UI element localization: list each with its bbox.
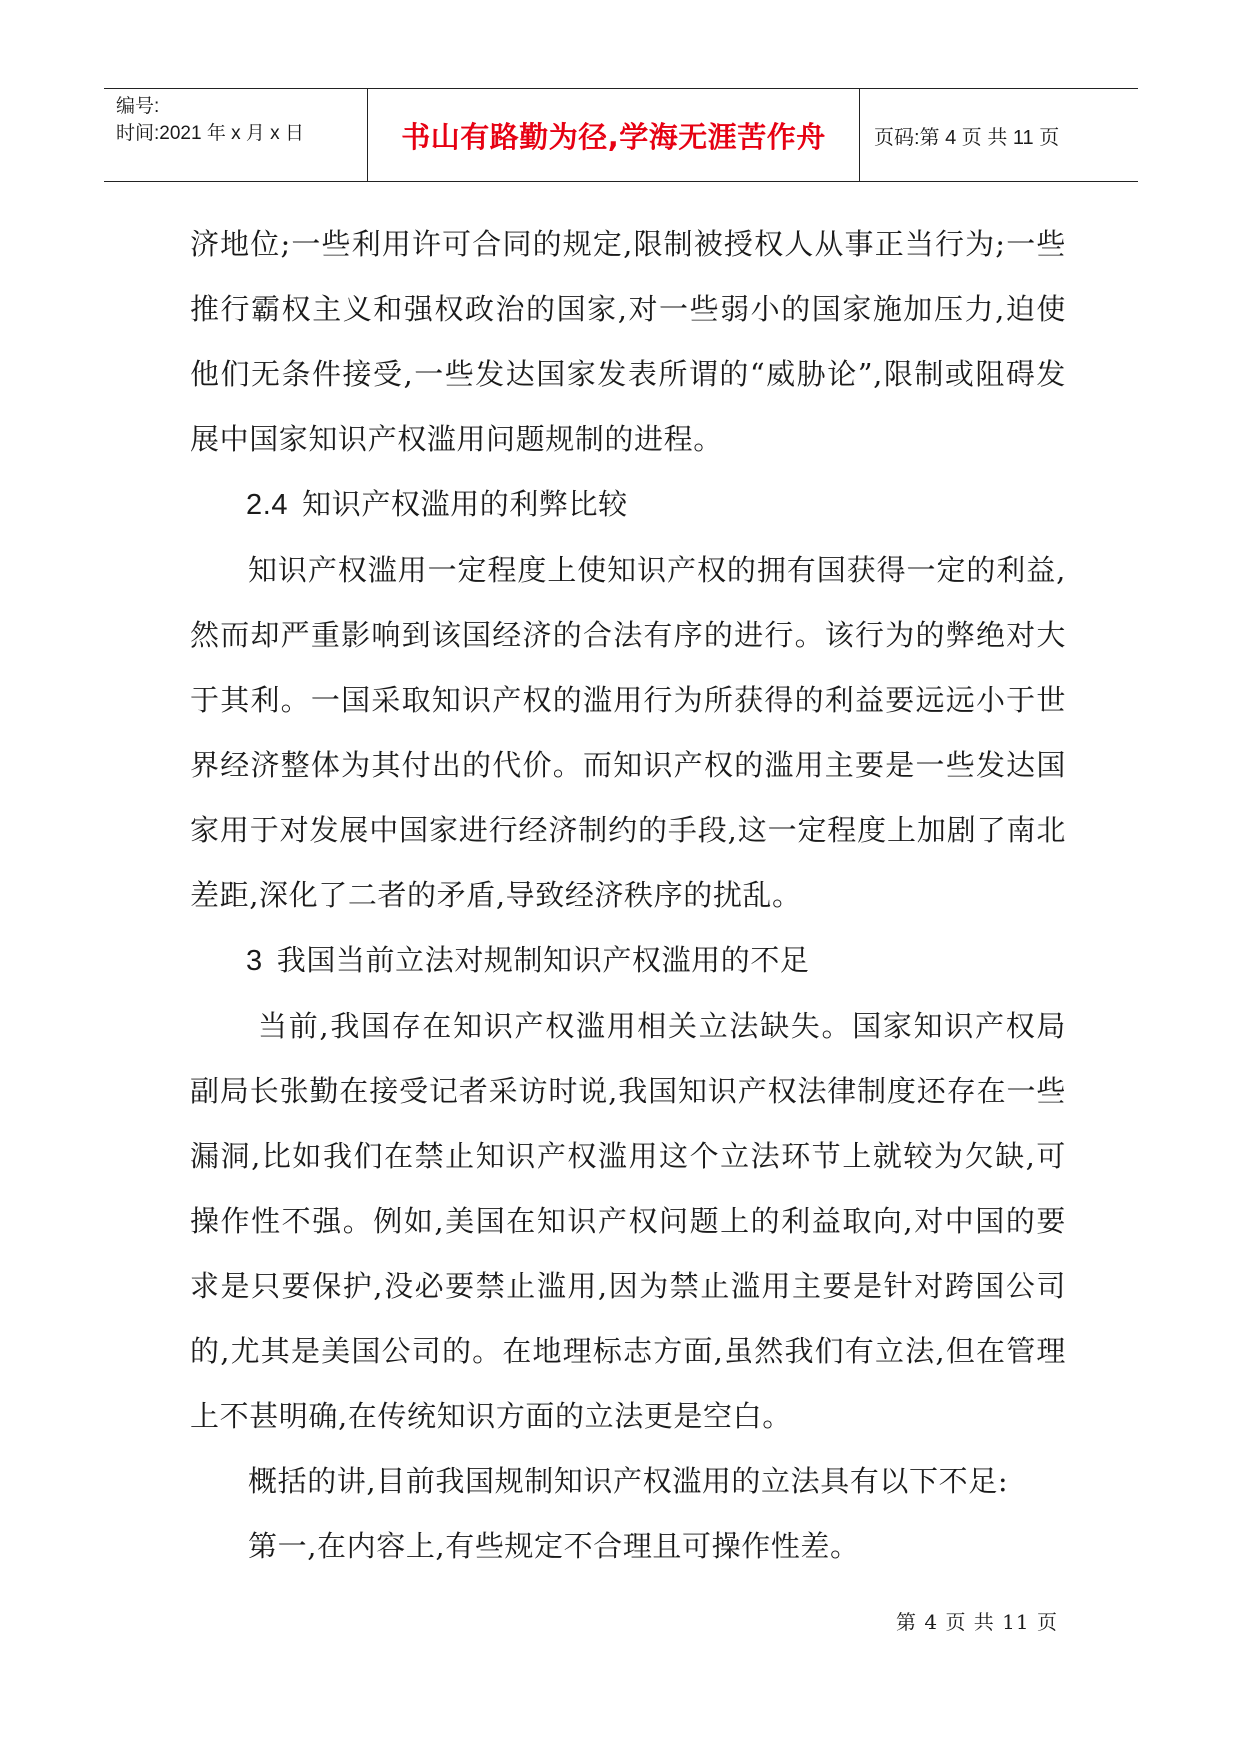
paragraph-pros-cons: 知识产权滥用一定程度上使知识产权的拥有国获得一定的利益,然而却严重影响到该国经济的合法有序的进行。该行为的弊绝对大于其利。一国采取知识产权的滥用行为所获得的利益要远远小于世界经济整体为其付出的代价。而知识产权的滥用主要是一些发达国家用于对发展中国家进行经济制约的手段,这一定程度上加剧了南北差距,深化了二者的矛盾,导致经济秩序的扰乱。 <box>190 553 1066 912</box>
document-date: 时间:2021 年 x 月 x 日 <box>116 123 304 144</box>
header-meta <box>104 89 368 181</box>
page-footer: 第 4 页 共 11 页 <box>896 1610 1058 1634</box>
section-title: 知识产权滥用的利弊比较 <box>302 487 628 521</box>
page-header <box>104 88 1138 182</box>
section-title: 我国当前立法对规制知识产权滥用的不足 <box>276 943 810 977</box>
section-heading-3 <box>190 928 1066 994</box>
section-number: 3 <box>246 945 263 977</box>
document-body <box>190 212 1066 1579</box>
section-number: 2.4 <box>246 489 289 521</box>
paragraph-summary: 概括的讲,目前我国规制知识产权滥用的立法具有以下不足: <box>248 1464 1009 1498</box>
paragraph-continued: 济地位;一些利用许可合同的规定,限制被授权人从事正当行为;一些推行霸权主义和强权政治的国家,对一些弱小的国家施加压力,迫使他们无条件接受,一些发达国家发表所谓的“威胁论”,限制或阻碍发展中国家知识产权滥用问题规制的进程。 <box>190 227 1067 456</box>
paragraph-legislation-gap: 当前,我国存在知识产权滥用相关立法缺失。国家知识产权局副局长张勤在接受记者采访时说,我国知识产权法律制度还存在一些漏洞,比如我们在禁止知识产权滥用这个立法环节上就较为欠缺,可操作性不强。例如,美国在知识产权问题上的利益取向,对中国的要求是只要保护,没必要禁止滥用,因为禁止滥用主要是针对跨国公司的,尤其是美国公司的。在地理标志方面,虽然我们有立法,但在管理上不甚明确,在传统知识方面的立法更是空白。 <box>190 1009 1066 1433</box>
paragraph-first-point: 第一,在内容上,有些规定不合理且可操作性差。 <box>248 1529 860 1563</box>
header-page-info: 页码:第 4 页 共 11 页 <box>874 126 1060 149</box>
document-number-label: 编号: <box>116 96 160 117</box>
section-heading-2-4 <box>190 472 1066 538</box>
header-motto: 书山有路勤为径,学海无涯苦作舟 <box>368 89 860 181</box>
